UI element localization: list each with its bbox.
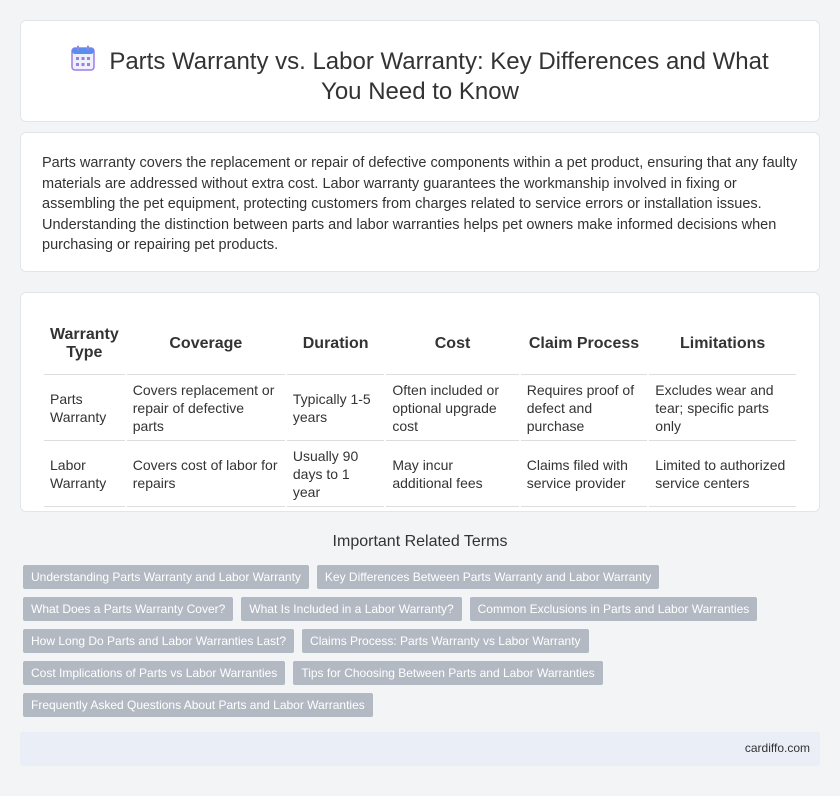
title-card bbox=[20, 20, 820, 122]
header-limitations: Limitations bbox=[649, 313, 796, 375]
page-title: Parts Warranty vs. Labor Warranty: Key Differences and What You Need to Know bbox=[109, 48, 769, 105]
header-warranty-type: Warranty Type bbox=[44, 313, 125, 375]
footer-site-name: cardiffo.com bbox=[744, 741, 810, 755]
table-cell: Requires proof of defect and purchase bbox=[521, 375, 648, 441]
table-cell: Typically 1-5 years bbox=[287, 375, 384, 441]
table-row bbox=[44, 441, 796, 507]
table-cell: Covers cost of labor for repairs bbox=[127, 441, 285, 507]
header-coverage: Coverage bbox=[127, 313, 285, 375]
table-cell: Limited to authorized service centers bbox=[649, 441, 796, 507]
intro-paragraph: Parts warranty covers the replacement or repair of defective components within a pet product, ensuring that any faulty materials are addressed without extra cost. Labor warranty guarantees the workmanship involved in fixing or assembling the pet equipment, protecting customers from charges related to service errors or installation issues. Understanding the distinction between parts and labor warranties helps pet owners make informed decisions when purchasing or repairing pet products. bbox=[42, 155, 798, 253]
related-term-link[interactable]: Tips for Choosing Between Parts and Labor Warranties bbox=[293, 661, 602, 685]
related-term-link[interactable]: Claims Process: Parts Warranty vs Labor Warranty bbox=[302, 629, 589, 653]
table-cell: Often included or optional upgrade cost bbox=[386, 375, 518, 441]
related-term-link[interactable]: Cost Implications of Parts vs Labor Warranties bbox=[23, 661, 285, 685]
related-term-link[interactable]: What Is Included in a Labor Warranty? bbox=[241, 597, 461, 621]
related-terms-list bbox=[23, 565, 783, 725]
comparison-table-card bbox=[20, 292, 820, 512]
table-cell: Covers replacement or repair of defective parts bbox=[127, 375, 285, 441]
tag-row bbox=[23, 629, 783, 653]
table-cell: May incur additional fees bbox=[386, 441, 518, 507]
table-cell: Excludes wear and tear; specific parts only bbox=[649, 375, 796, 441]
related-term-link[interactable]: How Long Do Parts and Labor Warranties Last? bbox=[23, 629, 294, 653]
tag-row bbox=[23, 565, 783, 589]
related-term-link[interactable]: Common Exclusions in Parts and Labor Warranties bbox=[470, 597, 758, 621]
table-cell: Labor Warranty bbox=[44, 441, 125, 507]
comparison-table bbox=[42, 313, 798, 507]
header-claim-process: Claim Process bbox=[521, 313, 648, 375]
tag-row bbox=[23, 661, 783, 685]
tag-row bbox=[23, 693, 783, 717]
table-header-row bbox=[44, 313, 796, 375]
header-duration: Duration bbox=[287, 313, 384, 375]
calendar-icon bbox=[71, 45, 95, 71]
intro-card bbox=[20, 132, 820, 272]
tag-row bbox=[23, 597, 783, 621]
related-term-link[interactable]: What Does a Parts Warranty Cover? bbox=[23, 597, 233, 621]
table-row bbox=[44, 375, 796, 441]
related-term-link[interactable]: Understanding Parts Warranty and Labor Warranty bbox=[23, 565, 309, 589]
footer bbox=[20, 732, 820, 766]
header-cost: Cost bbox=[386, 313, 518, 375]
related-term-link[interactable]: Frequently Asked Questions About Parts and Labor Warranties bbox=[23, 693, 373, 717]
related-terms-title: Important Related Terms bbox=[332, 533, 508, 550]
table-cell: Parts Warranty bbox=[44, 375, 125, 441]
table-cell: Claims filed with service provider bbox=[521, 441, 648, 507]
table-cell: Usually 90 days to 1 year bbox=[287, 441, 384, 507]
related-term-link[interactable]: Key Differences Between Parts Warranty and Labor Warranty bbox=[317, 565, 659, 589]
title-wrap bbox=[21, 45, 819, 107]
